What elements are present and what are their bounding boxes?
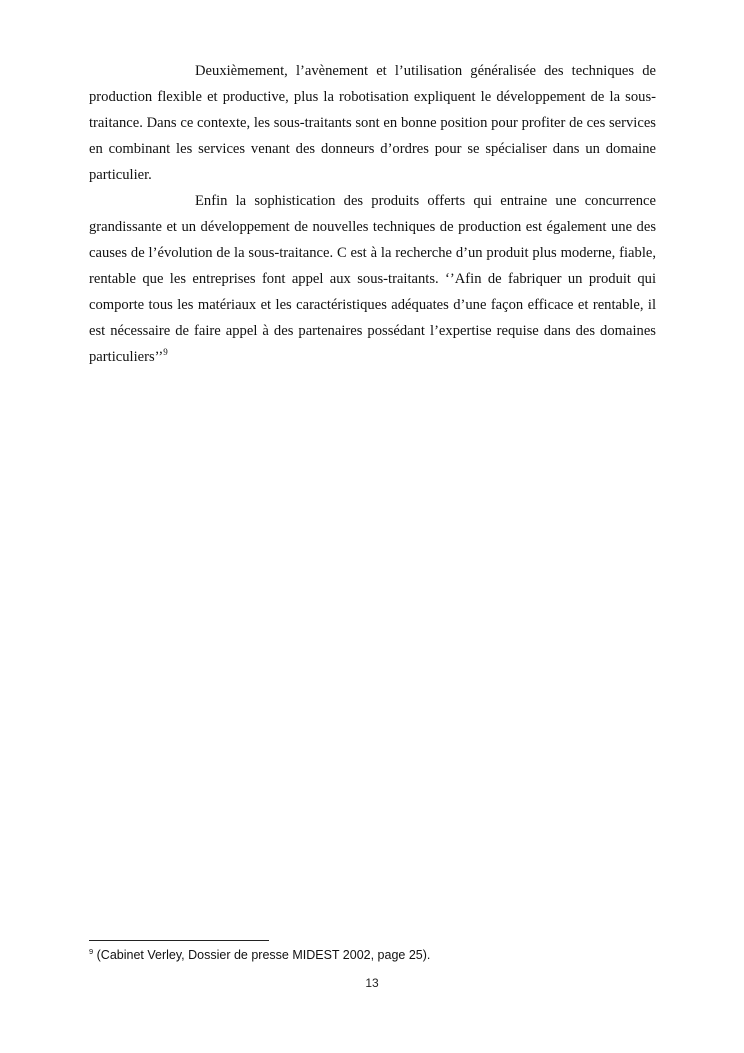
footnote-reference[interactable]: 9 <box>163 347 168 358</box>
footnote-separator <box>89 940 269 941</box>
footnote <box>89 947 649 963</box>
page-number: 13 <box>365 976 379 990</box>
paragraph-2-text: Enfin la sophistication des produits offerts qui entraine une concurrence grandissante et un développement de nouvelles techniques de production est également une des causes de l’évolution de la sous-traitance. C est à la recherche d’un produit plus moderne, fiable, rentable que les entreprises font appel aux sous-traitants. ‘’Afin de fabriquer un produit qui comporte tous les matériaux et les caractéristiques adéquates d’une façon efficace et rentable, il est nécessaire de faire appel à des partenaires possédant l’expertise requise dans des domaines particuliers’’ <box>89 193 656 365</box>
paragraph-2 <box>89 188 656 370</box>
footnote-number: 9 <box>89 946 94 956</box>
footnote-text: (Cabinet Verley, Dossier de presse MIDEST 2002, page 25). <box>93 948 431 962</box>
paragraph-1-text: Deuxièmement, l’avènement et l’utilisation généralisée des techniques de production flexible et productive, plus la robotisation expliquent le développement de la sous-traitance. Dans ce contexte, les sous-traitants sont en bonne position pour profiter de ces services en combinant les services venant des donneurs d’ordres pour se spécialiser dans un domaine particulier. <box>89 63 656 183</box>
paragraph-1 <box>89 58 656 188</box>
body-text <box>89 58 656 370</box>
